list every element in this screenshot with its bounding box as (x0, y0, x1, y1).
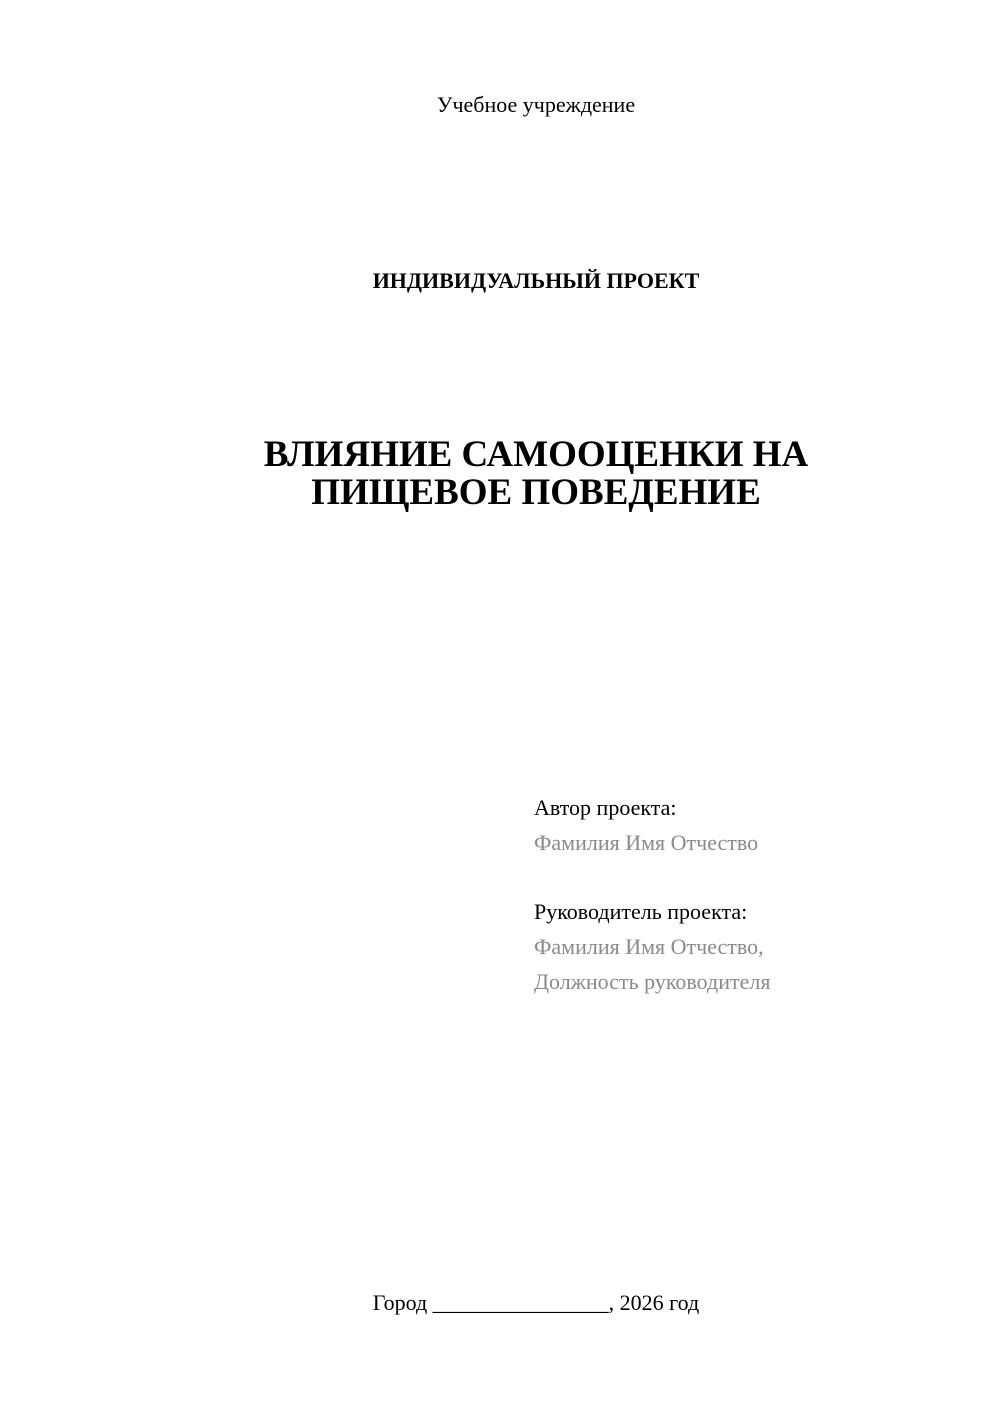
author-label: Автор проекта: (534, 795, 677, 820)
project-title (0, 436, 1000, 512)
project-title-line-2: ПИЩЕВОЕ ПОВЕДЕНИЕ (311, 472, 761, 513)
document-type: ИНДИВИДУАЛЬНЫЙ ПРОЕКТ (372, 268, 700, 293)
spacer (534, 860, 770, 894)
supervisor-position: Должность руководителя (534, 969, 771, 994)
project-info-block (534, 790, 770, 999)
project-title-line-1: ВЛИЯНИЕ САМООЦЕНКИ НА (263, 434, 809, 475)
city-year-footer: Город ________________, 2026 год (372, 1290, 700, 1315)
supervisor-label: Руководитель проекта: (534, 899, 748, 924)
institution-name: Учебное учреждение (436, 92, 636, 117)
author-name: Фамилия Имя Отчество (534, 830, 759, 855)
supervisor-name: Фамилия Имя Отчество, (534, 934, 764, 959)
